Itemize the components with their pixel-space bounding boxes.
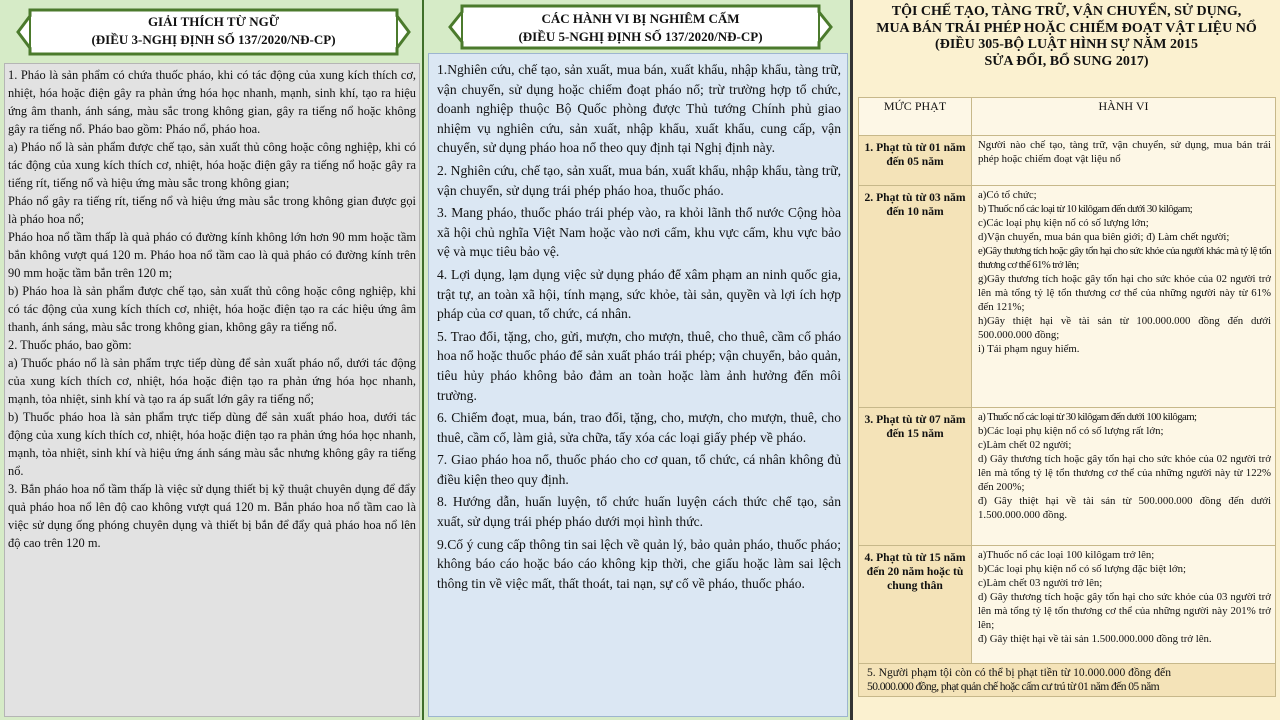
penalty-acts: [972, 408, 1276, 546]
definition-paragraph: a) Pháo nổ là sản phẩm được chế tạo, sản xuất thủ công hoặc công nghiệp, khi có tác động của xung kích thích cơ, nhiệt, hóa hoặc điện gây ra tiếng nổ hoặc gây ra tiếng rít, tiếng nổ và hiệu ứng màu sắc trong không gian;: [8, 140, 416, 190]
penalty-row: [859, 136, 1276, 186]
act-line: d)Vận chuyển, mua bán qua biên giới; đ) Làm chết người;: [978, 231, 1230, 243]
prohibited-item: 2. Nghiên cứu, chế tạo, sản xuất, mua bán, xuất khẩu, nhập khẩu, tàng trữ, vận chuyển, sử dụng trái phép pháo hoa, thuốc pháo.: [437, 162, 841, 198]
prohibited-item: 1.Nghiên cứu, chế tạo, sản xuất, mua bán, xuất khẩu, nhập khẩu, tàng trữ, vận chuyển, sử dụng hoặc chiếm đoạt pháo nổ; trừ trường hợp tổ chức, doanh nghiệp thuộc Bộ Quốc phòng được Thủ tướng Chính phủ giao nhiệm vụ nghiên cứu, sản xuất, nhập khẩu, xuất khẩu, cung cấp, vận chuyển, sử dụng pháo hoa nổ theo quy định tại Nghị định này.: [437, 62, 841, 156]
definitions-title: [56, 13, 371, 49]
act-line: e)Gây thương tích hoặc gây tổn hại cho sức khỏe của người khác mà tỷ lệ tổn thương cơ thể 61% trở lên;: [978, 245, 1271, 271]
act-line: a)Có tổ chức;: [978, 189, 1037, 201]
act-line: c)Làm chết 02 người;: [978, 439, 1072, 451]
penalty-level: 2. Phạt tù từ 03 năm đến 10 năm: [859, 186, 972, 408]
act-line: d) Gây thương tích hoặc gây tổn hại cho sức khỏe của 02 người trở lên mà tổng tỷ lệ tổn thương cơ thể của những người này từ 122% đến 200%;: [978, 453, 1271, 493]
definition-paragraph: Pháo nổ gây ra tiếng rít, tiếng nổ và hiệu ứng màu sắc trong không gian được gọi là pháo hoa nổ;: [8, 194, 416, 226]
penalty-level: 3. Phạt tù từ 07 năm đến 15 năm: [859, 408, 972, 546]
prohibited-item: 4. Lợi dụng, lạm dụng việc sử dụng pháo để xâm phạm an ninh quốc gia, trật tự, an toàn xã hội, tính mạng, sức khỏe, tài sản, quyền và lợi ích hợp pháp của cơ quan, tổ chức, cá nhân.: [437, 266, 841, 322]
prohibited-acts-panel: [424, 0, 850, 720]
definitions-body: [4, 63, 420, 717]
definitions-panel: [0, 0, 424, 720]
definition-paragraph: 2. Thuốc pháo, bao gồm:: [8, 338, 132, 352]
penalty-level: 1. Phạt tù từ 01 năm đến 05 năm: [859, 136, 972, 186]
act-line: b)Các loại phụ kiện nổ có số lượng rất lớn;: [978, 425, 1164, 437]
act-line: g)Gây thương tích hoặc gây tổn hại cho sức khỏe của 02 người trở lên mà tổng tỷ lệ tổn thương cơ thể của những người này từ 61% đến 121%;: [978, 273, 1271, 313]
definitions-title-banner: [16, 4, 411, 60]
act-line: Người nào chế tạo, tàng trữ, vận chuyển, sử dụng, mua bán trái phép hoặc chiếm đoạt vật liệu nổ: [978, 139, 1271, 165]
fine-note: [859, 664, 1276, 697]
act-line: h)Gây thiệt hại về tài sản từ 100.000.000 đồng đến dưới 500.000.000 đồng;: [978, 315, 1271, 341]
prohibited-title-banner: [448, 2, 833, 52]
prohibited-item: 5. Trao đổi, tặng, cho, gửi, mượn, cho mượn, thuê, cho thuê, cầm cố pháo hoa nổ hoặc thuốc pháo để sản xuất pháo trái phép; vận chuyển, bảo quản, tiêu hủy pháo không bảo đảm an toàn hoặc làm ảnh hưởng đến môi trường.: [437, 328, 841, 403]
penalty-title-line: (ĐIỀU 305-BỘ LUẬT HÌNH SỰ NĂM 2015: [935, 37, 1198, 52]
prohibited-item: 7. Giao pháo hoa nổ, thuốc pháo cho cơ quan, tổ chức, cá nhân không đủ điều kiện theo quy định.: [437, 452, 841, 487]
act-line: i) Tái phạm nguy hiểm.: [978, 343, 1080, 355]
penalty-title-line: MUA BÁN TRÁI PHÉP HOẶC CHIẾM ĐOẠT VẬT LIỆU NỔ: [876, 20, 1257, 36]
definition-paragraph: 3. Bắn pháo hoa nổ tầm thấp là việc sử dụng thiết bị kỹ thuật chuyên dụng để đẩy quả pháo hoa nổ lên độ cao không vượt quá 120 m. Bắn pháo hoa nổ tầm cao là việc sử dụng ống phóng chuyên dụng và thiết bị bắn để đẩy quả pháo hoa nổ lên độ cao trên 120 m.: [8, 482, 416, 550]
penalty-table-header: [859, 98, 1276, 136]
definitions-title-line2: (ĐIỀU 3-NGHỊ ĐỊNH SỐ 137/2020/NĐ-CP): [91, 32, 336, 47]
penalty-table: [858, 97, 1276, 697]
act-line: đ) Gây thiệt hại về tài sản từ 500.000.000 đồng đến dưới 1.500.000.000 đồng.: [978, 495, 1271, 521]
prohibited-acts-body: [428, 53, 848, 717]
prohibited-title-line2: (ĐIỀU 5-NGHỊ ĐỊNH SỐ 137/2020/NĐ-CP): [518, 29, 763, 44]
penalty-title: [853, 0, 1280, 72]
act-line: a) Thuốc nổ các loại từ 30 kilôgam đến dưới 100 kilôgam;: [978, 411, 1197, 423]
header-penalty-level: MỨC PHẠT: [859, 98, 972, 136]
prohibited-item: 8. Hướng dẫn, huấn luyện, tổ chức huấn luyện cách thức chế tạo, sản xuất, sử dụng trái phép pháo dưới mọi hình thức.: [437, 494, 841, 530]
fine-line: 5. Người phạm tội còn có thể bị phạt tiền từ 10.000.000 đồng đến: [867, 666, 1171, 679]
act-line: b) Thuốc nổ các loại từ 10 kilôgam đến dưới 30 kilôgam;: [978, 203, 1193, 215]
penalty-row: [859, 408, 1276, 546]
definition-paragraph: b) Thuốc pháo hoa là sản phẩm trực tiếp dùng để sản xuất pháo hoa, dưới tác động của xung kích thích cơ, nhiệt, hóa hoặc điện tạo ra phản ứng hóa học nhanh, mạnh, tỏa nhiệt, sinh khí và hiệu ứng ánh sáng màu sắc nhưng không gây ra tiếng nổ.: [8, 410, 416, 478]
header-acts: HÀNH VI: [972, 98, 1276, 136]
prohibited-item: 3. Mang pháo, thuốc pháo trái phép vào, ra khỏi lãnh thổ nước Cộng hòa xã hội chủ nghĩa Việt Nam hoặc vào nơi cấm, khu vực cấm, khu vực bảo vệ và mục tiêu bảo vệ.: [437, 205, 841, 260]
act-line: d) Gây thương tích hoặc gây tổn hại cho sức khỏe của 03 người trở lên mà tổng tỷ lệ tổn thương cơ thể của những người này 201% trở lên;: [978, 591, 1271, 631]
prohibited-item: 9.Cố ý cung cấp thông tin sai lệch về quản lý, bảo quản pháo, thuốc pháo; không báo cáo hoặc báo cáo không kịp thời, che giấu hoặc làm sai lệch thông tin về việc mất, thất thoát, tai nạn, sự cố về pháo, thuốc pháo.: [437, 536, 841, 591]
definitions-title-line1: GIẢI THÍCH TỪ NGỮ: [147, 14, 280, 29]
act-line: c)Làm chết 03 người trở lên;: [978, 577, 1103, 589]
definition-paragraph: Pháo hoa nổ tầm thấp là quả pháo có đường kính không lớn hơn 90 mm hoặc tầm bắn không vượt quá 120 m. Pháo hoa nổ tầm cao là quả pháo có đường kính trên 90 mm hoặc tầm bắn trên 120 m;: [8, 230, 416, 280]
definition-paragraph: a) Thuốc pháo nổ là sản phẩm trực tiếp dùng để sản xuất pháo nổ, dưới tác động của xung kích thích cơ, nhiệt, hóa hoặc điện tạo ra phản ứng hóa học nhanh, mạnh, tỏa nhiệt, sinh khí và tạo ra áp suất lớn gây ra tiếng nổ;: [8, 356, 416, 406]
prohibited-title: [488, 10, 793, 46]
act-line: a)Thuốc nổ các loại 100 kilôgam trở lên;: [978, 549, 1155, 561]
penalty-acts: [972, 546, 1276, 664]
definition-paragraph: 1. Pháo là sản phẩm có chứa thuốc pháo, khi có tác động của xung kích thích cơ, nhiệt, hóa hoặc điện gây ra phản ứng hóa học nhanh, mạnh, sinh khí, tạo ra hiệu ứng âm thanh, ánh sáng, màu sắc trong không gian, gây ra tiếng nổ hoặc không gây ra tiếng nổ. Pháo bao gồm: Pháo nổ, pháo hoa.: [8, 68, 416, 136]
penalty-title-line: TỘI CHẾ TẠO, TÀNG TRỮ, VẬN CHUYỂN, SỬ DỤNG,: [891, 4, 1242, 19]
act-line: b)Các loại phụ kiện nổ có số lượng đặc biệt lớn;: [978, 563, 1186, 575]
penalty-row: [859, 546, 1276, 664]
fine-row: [859, 664, 1276, 697]
act-line: c)Các loại phụ kiện nổ có số lượng lớn;: [978, 217, 1149, 229]
penalty-title-line: SỬA ĐỔI, BỔ SUNG 2017): [984, 53, 1149, 69]
penalty-acts: [972, 136, 1276, 186]
fine-line: 50.000.000 đồng, phạt quản chế hoặc cấm cư trú từ 01 năm đến 05 năm: [867, 680, 1160, 693]
penalty-level: 4. Phạt tù từ 15 năm đến 20 năm hoặc tù chung thân: [859, 546, 972, 664]
penalty-row: [859, 186, 1276, 408]
criminal-penalty-panel: [850, 0, 1280, 720]
definition-paragraph: b) Pháo hoa là sản phẩm được chế tạo, sản xuất thủ công hoặc công nghiệp, khi có tác động của xung kích thích cơ, nhiệt, hóa hoặc điện tạo ra các hiệu ứng âm thanh, ánh sáng, màu sắc trong không gian, không gây ra tiếng nổ.: [8, 284, 416, 334]
prohibited-title-line1: CÁC HÀNH VI BỊ NGHIÊM CẤM: [541, 11, 740, 26]
prohibited-item: 6. Chiếm đoạt, mua, bán, trao đổi, tặng, cho, mượn, cho mượn, thuê, cho thuê, cầm cố, làm giả, sửa chữa, tẩy xóa các loại giấy phép về pháo.: [437, 410, 841, 445]
act-line: đ) Gây thiệt hại về tài sản 1.500.000.000 đồng trở lên.: [978, 633, 1212, 645]
penalty-acts: [972, 186, 1276, 408]
